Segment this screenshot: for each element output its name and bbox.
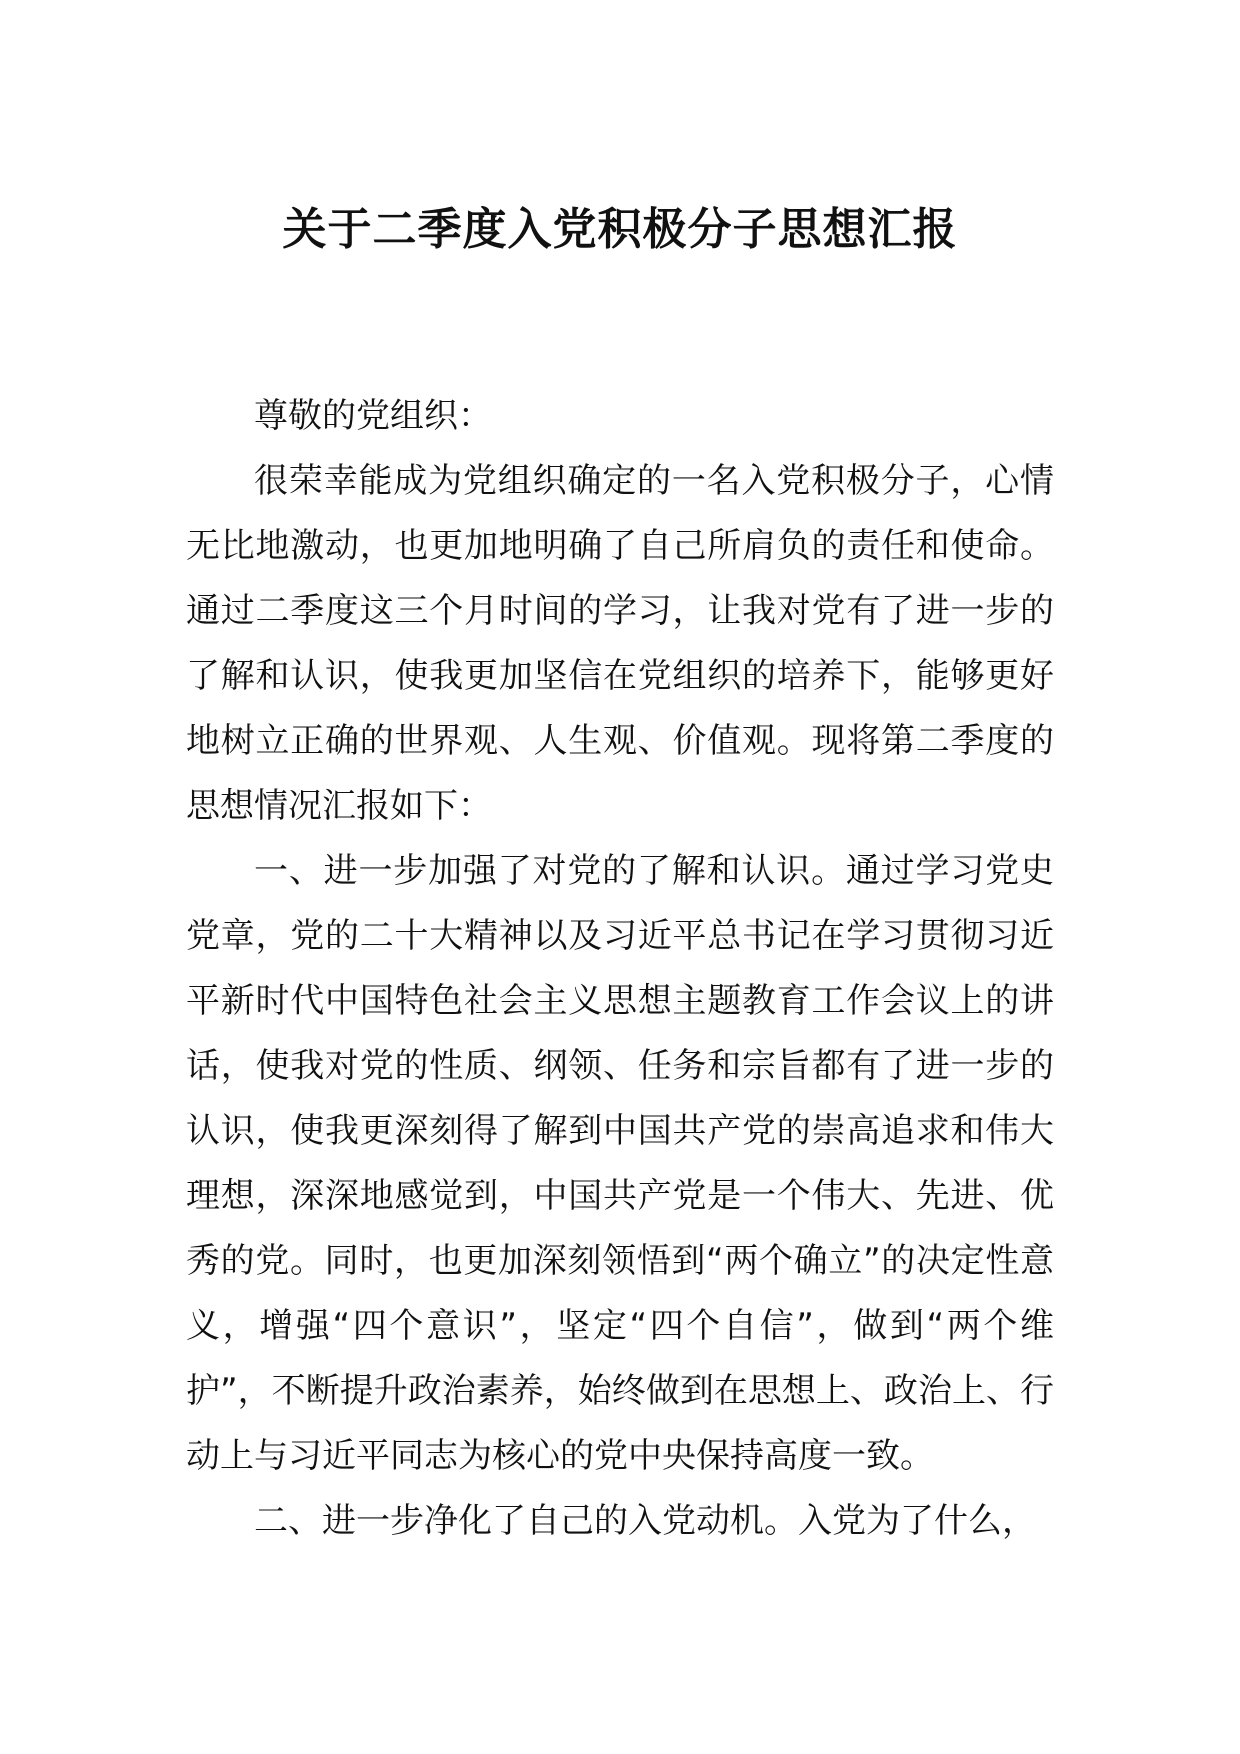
document-body [186, 384, 1054, 1554]
paragraph-intro: 很荣幸能成为党组织确定的一名入党积极分子，心情无比地激动，也更加地明确了自己所肩负的责任和使命。通过二季度这三个月时间的学习，让我对党有了进一步的了解和认识，使我更加坚信在党组织的培养下，能够更好地树立正确的世界观、人生观、价值观。现将第二季度的思想情况汇报如下： [186, 461, 1054, 826]
paragraph-section-two: 二、进一步净化了自己的入党动机。入党为了什么， [254, 1501, 1036, 1541]
paragraph-section-one: 一、进一步加强了对党的了解和认识。通过学习党史党章，党的二十大精神以及习近平总书记在学习贯彻习近平新时代中国特色社会主义思想主题教育工作会议上的讲话，使我对党的性质、纲领、任务和宗旨都有了进一步的认识，使我更深刻得了解到中国共产党的崇高追求和伟大理想，深深地感觉到，中国共产党是一个伟大、先进、优秀的党。同时，也更加深刻领悟到“两个确立”的决定性意义，增强“四个意识”，坚定“四个自信”，做到“两个维护”，不断提升政治素养，始终做到在思想上、政治上、行动上与习近平同志为核心的党中央保持高度一致。 [186, 851, 1054, 1476]
document-title: 关于二季度入党积极分子思想汇报 [282, 204, 958, 255]
salutation: 尊敬的党组织： [254, 396, 492, 436]
